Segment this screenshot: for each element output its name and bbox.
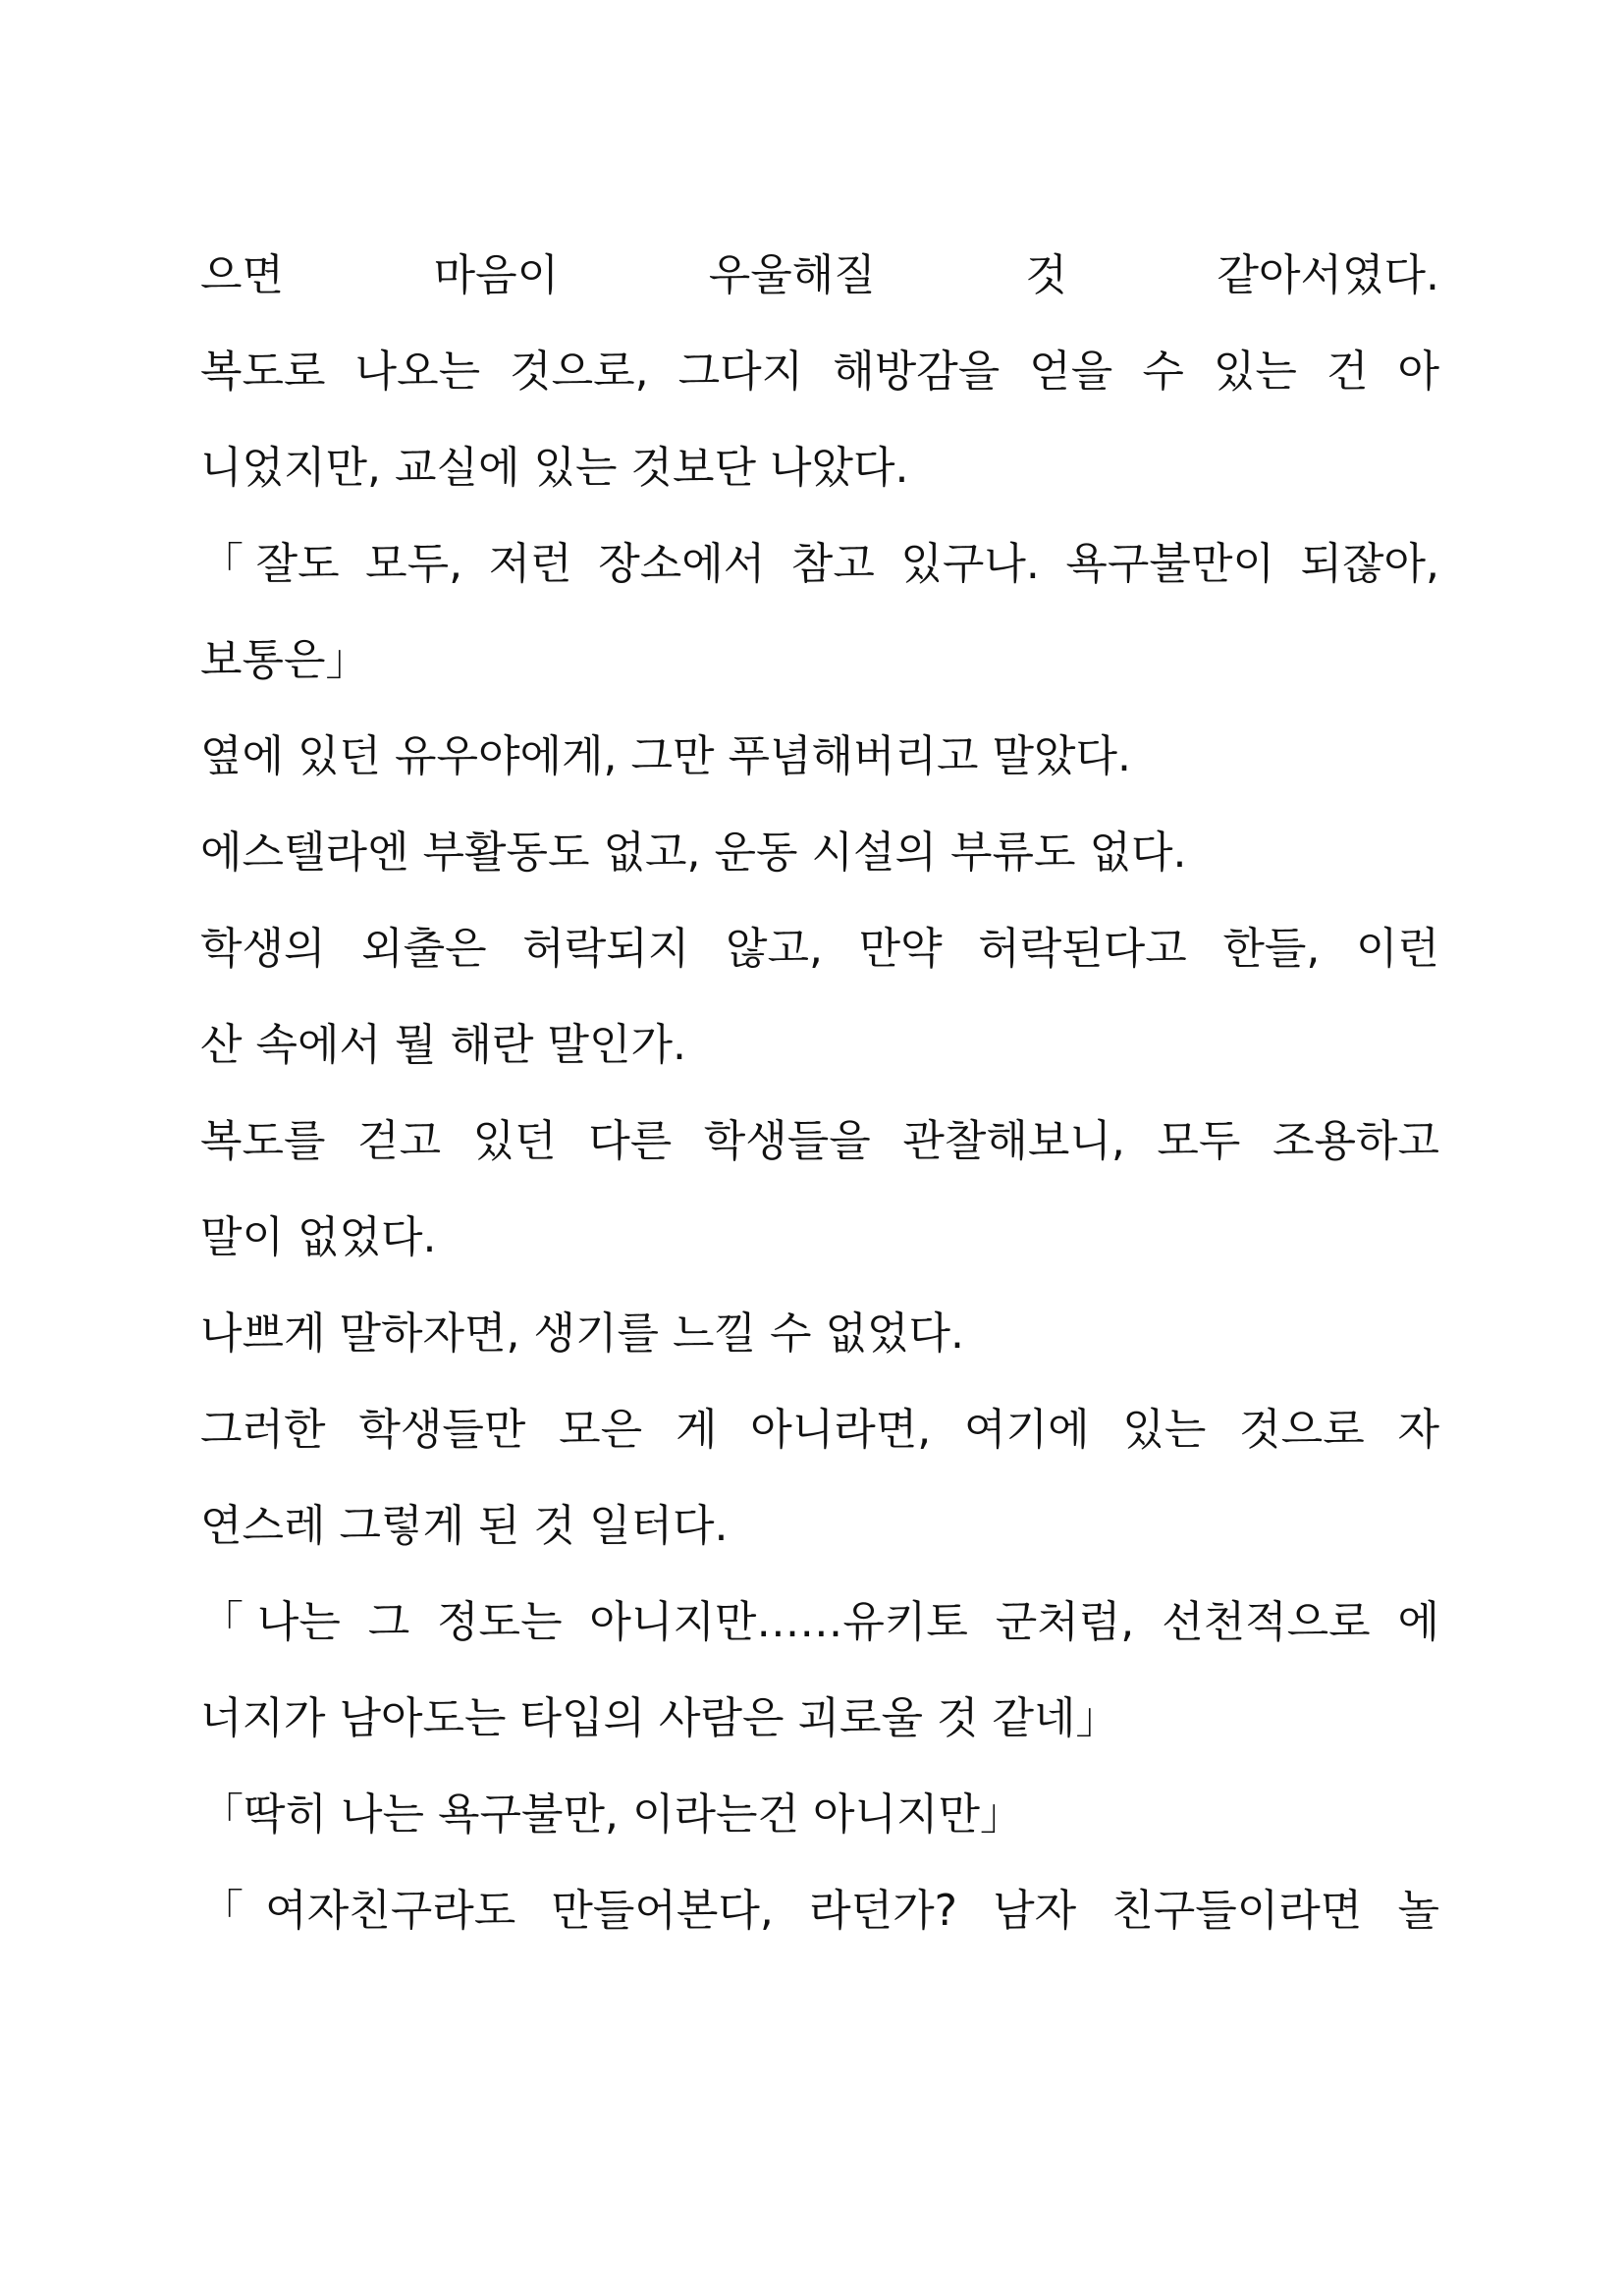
text-line: 「딱히 나는 욕구불만, 이라는건 아니지만」 (200, 1789, 1023, 1840)
text-line: 나쁘게 말하자면, 생기를 느낄 수 없었다. (200, 1308, 964, 1359)
text-line: 옆에 있던 유우야에게, 그만 푸념해버리고 말았다. (200, 731, 1131, 781)
text-line: 복도를 걷고 있던 다른 학생들을 관찰해보니, 모두 조용하고 (200, 1116, 1439, 1166)
body-text (200, 228, 1439, 1959)
text-line: 보통은」 (200, 635, 369, 685)
text-line: 연스레 그렇게 된 것 일터다. (200, 1501, 729, 1551)
text-line: 학생의 외출은 허락되지 않고, 만약 허락된다고 한들, 이런 (200, 924, 1439, 974)
text-line: 복도로 나오는 것으로, 그다지 해방감을 얻을 수 있는 건 아 (200, 347, 1439, 397)
text-line: 너지가 남아도는 타입의 사람은 괴로울 것 같네」 (200, 1693, 1119, 1743)
text-line: 「나는 그 정도는 아니지만……유키토 군처럼, 선천적으로 에 (200, 1597, 1439, 1647)
text-line: 말이 없었다. (200, 1212, 437, 1262)
text-line: 그러한 학생들만 모은 게 아니라면, 여기에 있는 것으로 자 (200, 1405, 1439, 1455)
text-line: 으면 마음이 우울해질 것 같아서였다. (200, 250, 1439, 300)
text-line: 산 속에서 뭘 해란 말인가. (200, 1020, 686, 1070)
text-line: 「잘도 모두, 저런 장소에서 참고 있구나. 욕구불만이 되잖아, (200, 539, 1439, 589)
text-line: 니었지만, 교실에 있는 것보단 나았다. (200, 443, 909, 493)
text-line: 에스텔라엔 부활동도 없고, 운동 시설의 부류도 없다. (200, 828, 1187, 878)
text-line: 「여자친구라도 만들어본다, 라던가? 남자 친구들이라면 놀 (200, 1886, 1439, 1936)
